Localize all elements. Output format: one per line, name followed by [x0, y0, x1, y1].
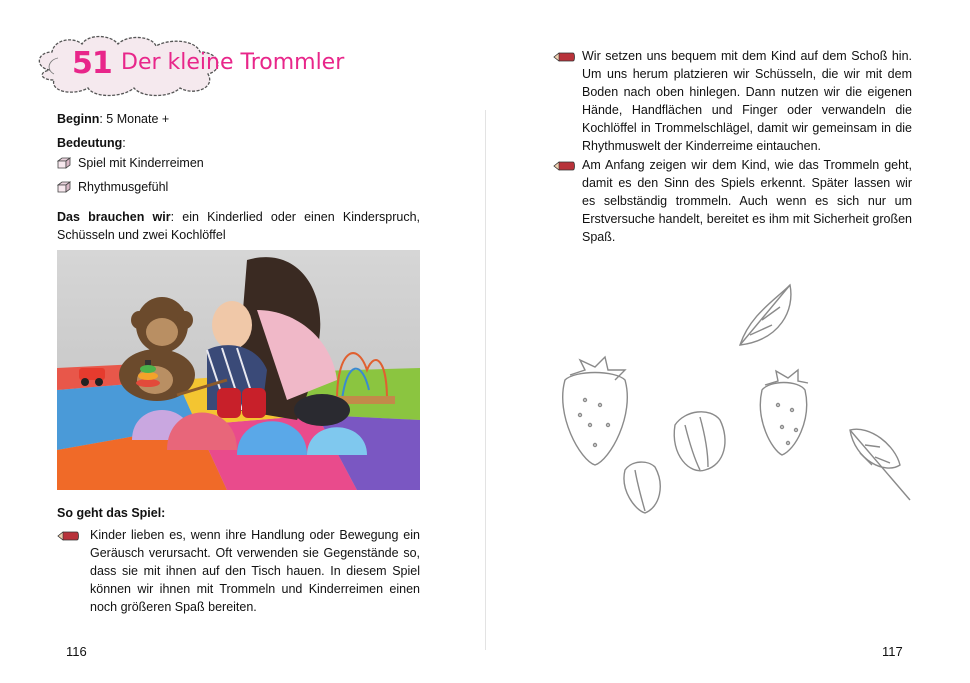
- paragraph-line: Hände, Handflächen und Finger oder verwandeln die: [582, 103, 912, 117]
- pencil-bullet-icon: [553, 161, 575, 171]
- bedeutung-item: Rhythmusgefühl: [78, 180, 169, 194]
- paragraph-line: Spaß.: [582, 230, 616, 244]
- beginn-label: Beginn: [57, 112, 100, 126]
- chapter-title: Der kleine Trommler: [121, 50, 345, 75]
- paragraph-line: können wir ihnen mit Trommeln und Kinderreimen einen: [90, 582, 420, 596]
- nut-sketch-icon: [624, 462, 660, 513]
- right-page: [485, 0, 970, 683]
- page-number-left: 116: [66, 644, 87, 659]
- strawberry-sketch-icon: [760, 370, 808, 455]
- brauchen-label: Das brauchen wir: [57, 210, 171, 224]
- paragraph-line: Kochlöffel in Trommelschlägel, damit wir gemeinsam in die: [582, 121, 912, 135]
- brauchen-text: : ein Kinderlied oder einen Kinderspruch,: [170, 210, 420, 224]
- paragraph-line: dass sie mit ihnen auf den Tisch hauen. In diesem Spiel: [90, 564, 420, 578]
- spiel-paragraph: [90, 526, 420, 616]
- bedeutung-line: [57, 134, 126, 152]
- so-geht-heading: So geht das Spiel:: [57, 506, 166, 520]
- pencil-bullet-icon: [553, 52, 575, 62]
- paragraph-line: Kinder lieben es, wenn ihre Handlung oder Bewegung ein: [90, 528, 420, 542]
- leaf-sketch-icon: [740, 285, 791, 345]
- paragraph-line: Am Anfang zeigen wir dem Kind, wie das Trommeln geht,: [582, 158, 912, 172]
- chapter-number: 51: [72, 46, 112, 81]
- hazelnut-sketch-icon: [674, 412, 725, 471]
- beginn-value: : 5 Monate +: [99, 112, 170, 126]
- sketch-fruits-leaves: [550, 275, 930, 525]
- paragraph-line: es selbständig trommeln. Auch wenn es sich nur um: [582, 194, 912, 208]
- brauchen-line-2: Schüsseln und zwei Kochlöffel: [57, 228, 226, 242]
- paragraph-line: Rhythmuswelt der Kinderreime eintauchen.: [582, 139, 822, 153]
- cube-bullet-icon: [57, 157, 71, 169]
- paragraph-line: damit es den Sinn des Spiels erkennt. Später lassen wir: [582, 176, 912, 190]
- page-number-right: 117: [882, 644, 903, 659]
- brauchen-line-1: [57, 208, 420, 226]
- beginn-line: [57, 110, 169, 128]
- paragraph-line: Wir setzen uns bequem mit dem Kind auf dem Schoß hin.: [582, 49, 912, 63]
- bedeutung-item: Spiel mit Kinderreimen: [78, 156, 204, 170]
- bedeutung-colon: :: [122, 136, 126, 150]
- strawberry-sketch-icon: [563, 357, 628, 465]
- right-paragraph-1: [582, 47, 912, 155]
- paragraph-line: Geräusch verursacht. Oft verwenden sie Gegenstände so,: [90, 546, 420, 560]
- right-paragraph-2: [582, 156, 912, 246]
- bedeutung-label: Bedeutung: [57, 136, 123, 150]
- cube-bullet-icon: [57, 181, 71, 193]
- leaf-sketch-icon: [850, 429, 910, 500]
- paragraph-line: Um uns herum platzieren wir Schüsseln, die wir mit dem: [582, 67, 912, 81]
- photo-child-drumming: [57, 250, 420, 490]
- paragraph-line: noch größeren Spaß bereiten.: [90, 600, 257, 614]
- paragraph-line: Erstversuche handelt, bereitet es ihm mit Sicherheit großen: [582, 212, 912, 226]
- paragraph-line: Boden nach oben hinlegen. Dann nutzen wir die eigenen: [582, 85, 912, 99]
- pencil-bullet-icon: [57, 531, 79, 541]
